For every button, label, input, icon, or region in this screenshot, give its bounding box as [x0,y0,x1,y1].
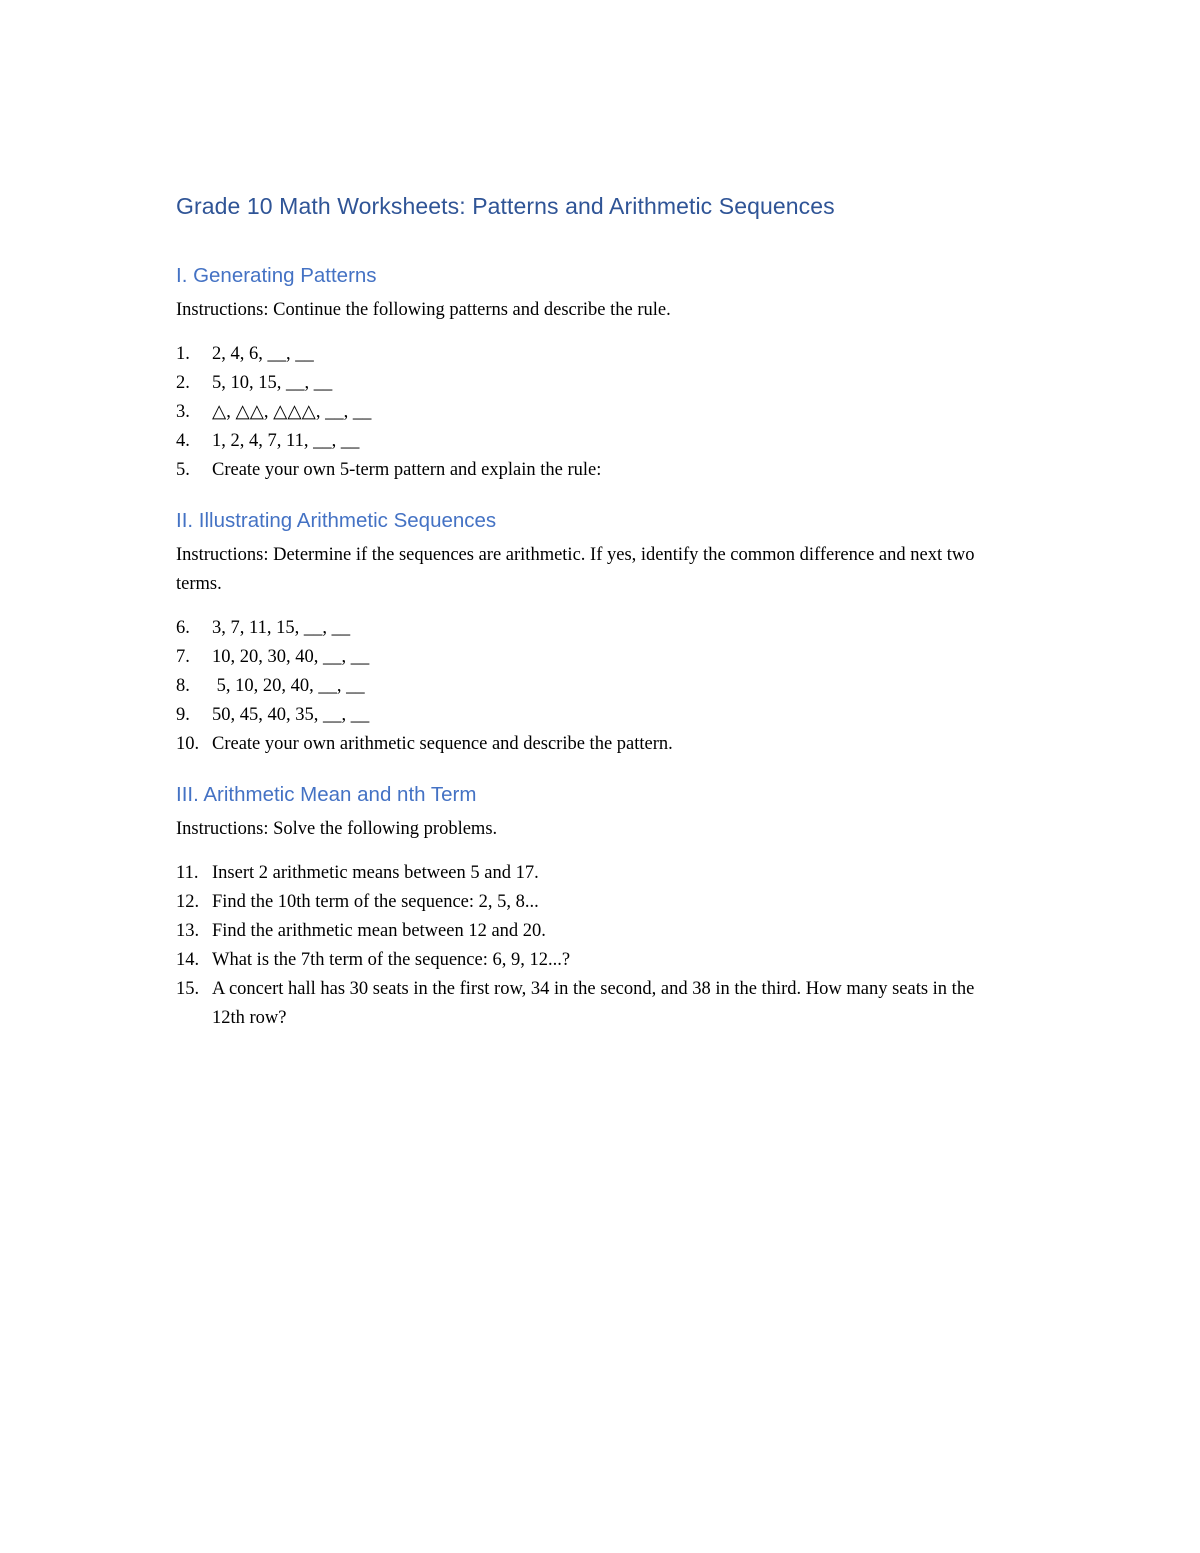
question-number: 11. [176,863,199,883]
question-list [176,859,1006,1033]
list-item [176,614,1006,643]
question-text: △, △△, △△△, __, __ [212,402,372,422]
question-text: A concert hall has 30 seats in the first row, 34 in the second, and 38 in the third. How many seats in the 12th row? [212,979,975,1028]
question-list [176,614,1006,759]
question-text: What is the 7th term of the sequence: 6, 9, 12...? [212,950,571,970]
question-text: Find the 10th term of the sequence: 2, 5, 8... [212,892,539,912]
section-arithmetic-sequences [176,507,1006,759]
section-heading: II. Illustrating Arithmetic Sequences [176,509,497,532]
list-item [176,456,1006,485]
section-instructions: Instructions: Determine if the sequences are arithmetic. If yes, identify the common difference and next two terms. [176,545,975,594]
list-item [176,701,1006,730]
question-text: 10, 20, 30, 40, __, __ [212,647,370,667]
question-text: 5, 10, 20, 40, __, __ [212,676,365,696]
question-number: 13. [176,921,200,941]
section-instructions: Instructions: Solve the following problems. [176,819,498,839]
list-item [176,946,1006,975]
section-instructions: Instructions: Continue the following patterns and describe the rule. [176,300,671,320]
list-item [176,340,1006,369]
list-item [176,672,1006,701]
question-number: 4. [176,431,190,451]
list-item [176,427,1006,456]
worksheet-page [176,190,1006,1055]
list-item [176,975,1006,1033]
section-generating-patterns [176,262,1006,485]
question-text: Create your own 5-term pattern and explain the rule: [212,460,602,480]
question-text: Find the arithmetic mean between 12 and 20. [212,921,546,941]
question-number: 15. [176,979,200,999]
question-text: 1, 2, 4, 7, 11, __, __ [212,431,360,451]
question-number: 9. [176,705,190,725]
question-text: Insert 2 arithmetic means between 5 and 17. [212,863,539,883]
list-item [176,917,1006,946]
question-number: 1. [176,344,190,364]
list-item [176,888,1006,917]
question-number: 14. [176,950,200,970]
question-list [176,340,1006,485]
list-item [176,643,1006,672]
section-arithmetic-mean [176,781,1006,1033]
section-heading: III. Arithmetic Mean and nth Term [176,783,477,806]
question-text: Create your own arithmetic sequence and describe the pattern. [212,734,673,754]
list-item [176,398,1006,427]
question-number: 12. [176,892,200,912]
question-number: 2. [176,373,190,393]
question-number: 3. [176,402,190,422]
list-item [176,369,1006,398]
list-item [176,859,1006,888]
list-item [176,730,1006,759]
question-number: 10. [176,734,200,754]
question-text: 50, 45, 40, 35, __, __ [212,705,370,725]
question-number: 7. [176,647,190,667]
document-title: Grade 10 Math Worksheets: Patterns and Arithmetic Sequences [176,193,835,219]
question-number: 5. [176,460,190,480]
question-number: 8. [176,676,190,696]
question-number: 6. [176,618,190,638]
section-heading: I. Generating Patterns [176,264,377,287]
question-text: 2, 4, 6, __, __ [212,344,314,364]
question-text: 3, 7, 11, 15, __, __ [212,618,351,638]
question-text: 5, 10, 15, __, __ [212,373,333,393]
